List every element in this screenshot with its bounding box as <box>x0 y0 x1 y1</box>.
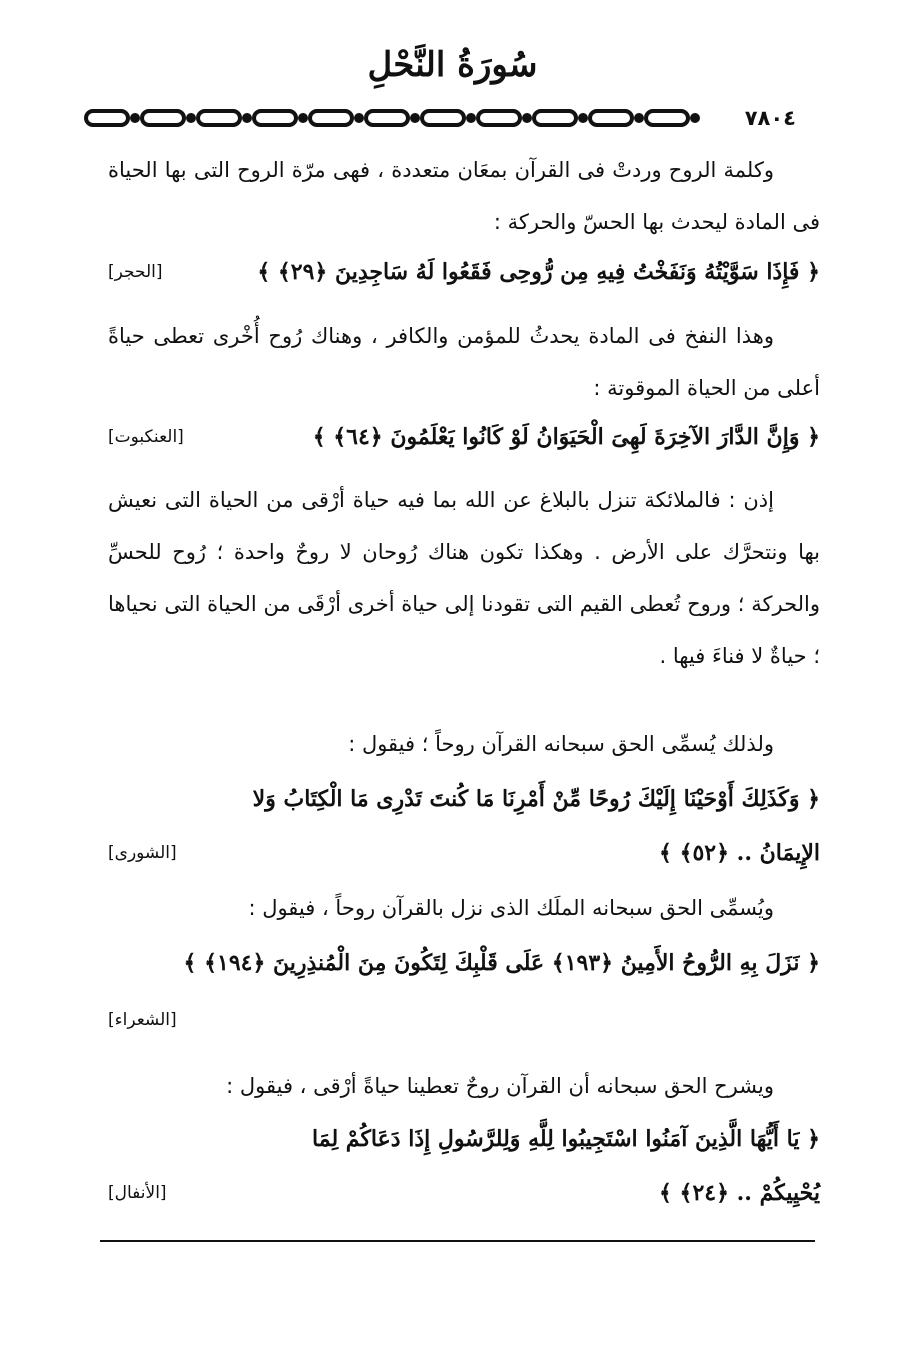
paragraph-1 <box>108 144 820 248</box>
paragraph-text: وكلمة الروح وردتْ فى القرآن بمعَان متعددة ، فهى مرّة الروح التى بها الحياة فى المادة ليحدث بها الحسّ والحركة : <box>108 158 820 234</box>
verse-text: ﴿ وَإِنَّ الدَّارَ الآخِرَةَ لَهِىَ الْحَيَوَانُ لَوْ كَانُوا يَعْلَمُونَ ﴿٦٤﴾ ﴾ <box>312 424 820 450</box>
verse-text: الإِيمَانُ .. ﴿٥٢﴾ ﴾ <box>659 840 820 866</box>
paragraph-6 <box>108 1060 820 1112</box>
surah-reference: [الحجر] <box>108 262 163 282</box>
verse-text: ﴿ نَزَلَ بِهِ الرُّوحُ الأَمِينُ ﴿١٩٣﴾ عَلَى قَلْبِكَ لِتَكُونَ مِنَ الْمُنذِرِينَ ﴿١٩٤﴾ ﴾ <box>183 950 820 976</box>
footer-divider <box>100 1240 815 1242</box>
quran-verse-4 <box>108 936 820 990</box>
surah-reference: [العنكبوت] <box>108 427 184 447</box>
verse-text: يُحْيِيكُمْ .. ﴿٢٤﴾ ﴾ <box>658 1180 820 1206</box>
ornamental-border-icon <box>82 108 722 128</box>
paragraph-5 <box>108 882 820 934</box>
verse-text: ﴿ فَإِذَا سَوَّيْتُهُ وَنَفَخْتُ فِيهِ مِن رُّوحِى فَقَعُوا لَهُ سَاجِدِينَ ﴿٢٩﴾ ﴾ <box>257 259 820 285</box>
quran-verse-1 <box>108 245 820 299</box>
surah-reference: [الشورى] <box>108 843 177 863</box>
quran-verse-5 <box>108 1112 820 1220</box>
paragraph-2 <box>108 310 820 414</box>
quran-verse-3 <box>108 772 820 880</box>
paragraph-4 <box>108 718 820 770</box>
surah-reference: [الأنفال] <box>108 1183 167 1203</box>
page-header <box>82 100 842 136</box>
quran-verse-2 <box>108 410 820 464</box>
paragraph-text: ويشرح الحق سبحانه أن القرآن روحٌ تعطينا حياةً أرْقى ، فيقول : <box>226 1074 774 1098</box>
surah-reference: [الشعراء] <box>108 1010 177 1030</box>
verse-text: ﴿ وَكَذَلِكَ أَوْحَيْنَا إِلَيْكَ رُوحًا مِّنْ أَمْرِنَا مَا كُنتَ تَدْرِى مَا الْكِتَابُ وَلا <box>252 786 820 812</box>
verse-text: ﴿ يَا أَيُّهَا الَّذِينَ آمَنُوا اسْتَجِيبُوا لِلَّهِ وَلِلرَّسُولِ إِذَا دَعَاكُمْ لِمَا <box>312 1126 820 1152</box>
surah-title: سُورَةُ النَّحْلِ <box>367 45 538 85</box>
paragraph-text: وهذا النفخ فى المادة يحدثُ للمؤمن والكافر ، وهناك رُوح أُخْرى تعطى حياةً أعلى من الحياة الموقوتة : <box>108 324 820 400</box>
paragraph-text: ولذلك يُسمِّى الحق سبحانه القرآن روحاً ؛ فيقول : <box>348 732 774 756</box>
paragraph-text: إذن : فالملائكة تنزل بالبلاغ عن الله بما فيه حياة أرْقى من الحياة التى نعيش بها ونتحرَّك على الأرض . وهكذا تكون هناك رُوحان لا روحٌ واحدة ؛ رُوح للحسِّ والحركة ؛ وروح تُعطى القيم التى تقودنا إلى حياة أخرى أرْقَى من الحياة التى نحياها ؛ حياةٌ لا فناءَ فيها . <box>108 488 820 668</box>
paragraph-text: ويُسمِّى الحق سبحانه الملَك الذى نزل بالقرآن روحاً ، فيقول : <box>248 896 774 920</box>
paragraph-3 <box>108 474 820 682</box>
page-number: ٧٨٠٤ <box>744 106 796 130</box>
